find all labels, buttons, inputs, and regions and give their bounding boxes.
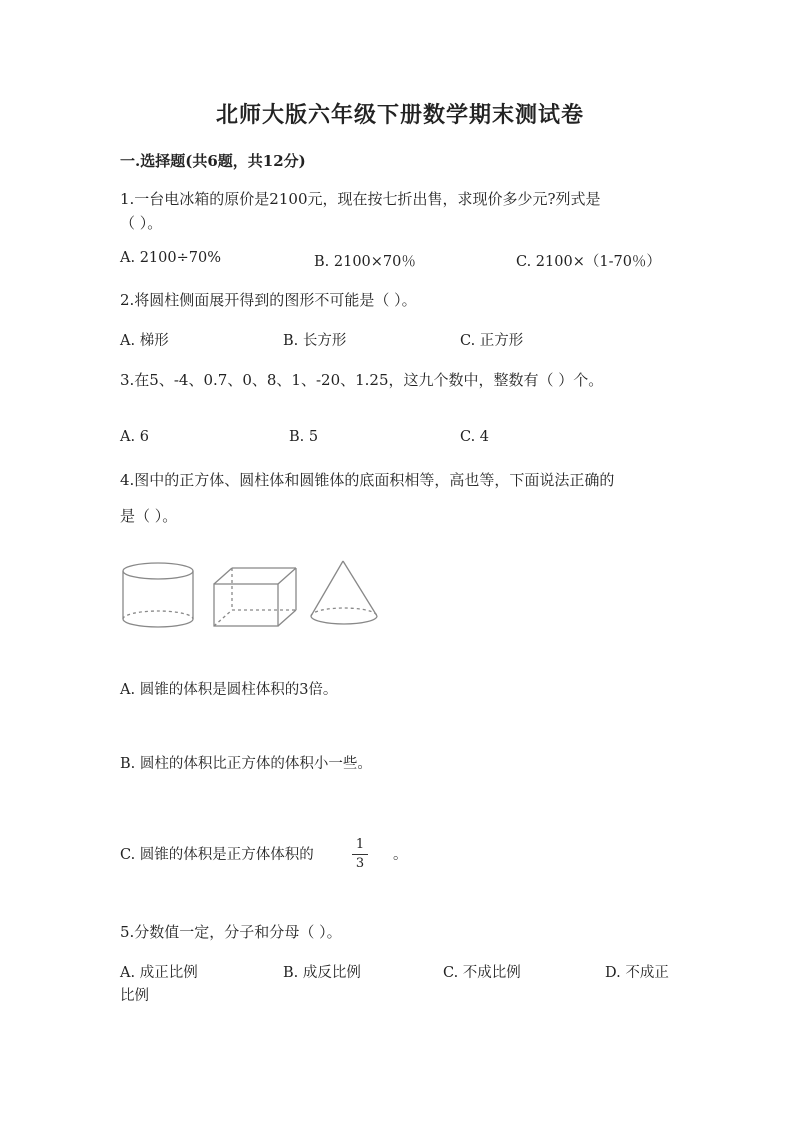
question-1-option-a: A. 2100÷70% [120, 250, 221, 266]
question-4-option-c: C. 圆锥的体积是正方体体积的 [120, 847, 314, 863]
question-1-text: 1.一台电冰箱的原价是2100元，现在按七折出售，求现价多少元?列式是 [120, 190, 601, 208]
question-3-option-c: C. 4 [460, 429, 490, 445]
question-4-text: 4.图中的正方体、圆柱体和圆锥体的底面积相等，高也等，下面说法正确的 [120, 471, 615, 489]
fraction-denominator: 3 [355, 856, 365, 871]
question-2-text: 2.将圆柱侧面展开得到的图形不可能是（ ）。 [120, 291, 417, 309]
solids-figure [118, 556, 388, 636]
cylinder-shape [123, 563, 193, 627]
question-5-option-d-continued: 比例 [120, 988, 149, 1004]
question-4-option-b: B. 圆柱的体积比正方体的体积小一些。 [120, 756, 372, 772]
question-3-option-a: A. 6 [120, 429, 149, 445]
question-5-option-b: B. 成反比例 [283, 965, 361, 981]
cube-shape [214, 568, 296, 626]
question-3-option-b: B. 5 [289, 429, 319, 445]
question-5-option-d: D. 不成正 [605, 965, 669, 981]
question-5-option-a: A. 成正比例 [120, 965, 198, 981]
section-heading: 一.选择题(共6题，共12分) [120, 152, 306, 170]
question-2-option-a: A. 梯形 [120, 333, 169, 349]
question-4-option-a: A. 圆锥的体积是圆柱体积的3倍。 [120, 682, 338, 698]
question-2-option-c: C. 正方形 [460, 333, 524, 349]
question-4-option-c-end: 。 [393, 847, 408, 863]
cone-shape [311, 561, 377, 624]
page-title: 北师大版六年级下册数学期末测试卷 [215, 102, 584, 128]
question-4-blank: 是（ ）。 [120, 507, 178, 525]
fraction-one-third [352, 838, 368, 871]
question-1-blank: （ ）。 [120, 214, 163, 232]
question-3-text: 3.在5、-4、0.7、0、8、1、-20、1.25，这九个数中，整数有（ ）个。 [120, 371, 604, 389]
question-5-option-c: C. 不成比例 [443, 965, 521, 981]
question-1-option-b: B. 2100×70％ [314, 254, 416, 270]
fraction-numerator: 1 [355, 837, 365, 852]
question-2-option-b: B. 长方形 [283, 333, 347, 349]
fraction-bar [352, 854, 368, 855]
question-1-option-c: C. 2100×（1-70％） [516, 254, 661, 270]
question-5-text: 5.分数值一定，分子和分母（ ）。 [120, 923, 342, 941]
